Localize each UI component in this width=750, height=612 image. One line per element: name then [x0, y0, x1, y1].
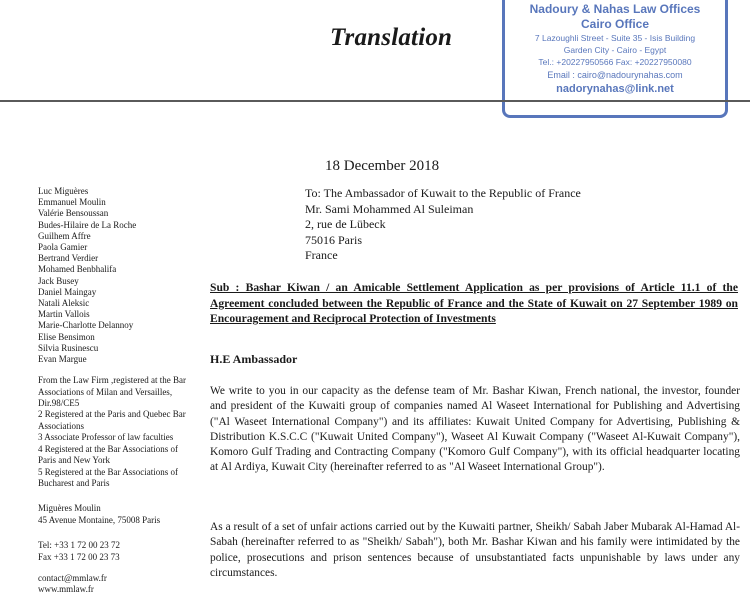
note-line: Associations [38, 420, 84, 431]
note-line: Paris and New York [38, 455, 110, 466]
address-country: France [305, 248, 338, 263]
firm-fax: Fax +33 1 72 00 23 73 [38, 551, 120, 562]
partner-list [38, 186, 208, 365]
letter-subject: Sub : Bashar Kiwan / an Amicable Settlement Application as per provisions of Article 11.1 of the Agreement concluded between the Republic of France and the State of Kuwait on 27 September 1989 on Encouragement and Reciprocal Protection of Investments [210, 281, 738, 325]
partner-name: Elise Bensimon [38, 331, 95, 342]
bar-registration-notes [38, 375, 208, 489]
stamp-office: Cairo Office [580, 17, 649, 31]
partner-name: Mohamed Benbhalifa [38, 264, 117, 275]
firm-name: Miguères Moulin [38, 503, 101, 514]
note-line: 2 Registered at the Paris and Quebec Bar [38, 409, 186, 420]
partner-name: Luc Miguères [38, 186, 89, 196]
stamp-phone: Tel.: +20227950566 Fax: +20227950080 [538, 57, 692, 67]
partner-name: Evan Margue [38, 354, 87, 365]
partner-name: Jack Busey [38, 275, 79, 286]
firm-street: 45 Avenue Montaine, 75008 Paris [38, 514, 161, 525]
firm-phone-block [38, 540, 208, 563]
firm-office-address [38, 503, 208, 526]
stamp-email: Email : cairo@nadourynahas.com [547, 70, 683, 80]
note-line: From the Law Firm ,registered at the Bar [38, 375, 186, 386]
address-street: 2, rue de Lübeck [305, 217, 386, 232]
partner-name: Marie-Charlotte Delannoy [38, 320, 134, 331]
stamp-address-1: 7 Lazoughli Street - Suite 35 - Isis Building [534, 33, 696, 43]
partner-name: Budes-Hilaire de La Roche [38, 219, 137, 230]
note-line: 5 Registered at the Bar Associations of [38, 466, 178, 477]
salutation: H.E Ambassador [210, 352, 298, 366]
stamp-address-2: Garden City - Cairo - Egypt [563, 45, 667, 55]
firm-tel: Tel: +33 1 72 00 23 72 [38, 540, 120, 551]
partner-name: Silvia Rusinescu [38, 342, 99, 353]
firm-website: www.mmlaw.fr [38, 584, 94, 595]
note-line: Bucharest and Paris [38, 477, 110, 488]
body-paragraph-1: We write to you in our capacity as the defense team of Mr. Bashar Kiwan, French national, the investor, founder and president of the Kuwaiti group of companies named Al Waseet International for Publishing and Advertising ("Al Waseet International Company") and its affiliates: Kuwait United Company for Advertising, Publishing & Distribution K.S.C.C ("Kuwait United Company"), Waseet Al Kuwait Company ("Waseet Al-Kuwait Company"), Komoro Gulf Trading and Contracting Company ("Komoro Gulf Company"), with its official headquarter locating at Al Ardiya, Kuwait City (hereinafter referred to as "Al Waseet International Group"). [210, 385, 740, 474]
partner-name: Martin Vallois [38, 309, 90, 320]
partner-name: Daniel Maingay [38, 286, 97, 297]
address-name: Mr. Sami Mohammed Al Suleiman [305, 201, 474, 216]
recipient-address [305, 186, 581, 264]
firm-email: contact@mmlaw.fr [38, 572, 107, 583]
address-city: 75016 Paris [305, 232, 362, 247]
partner-name: Emmanuel Moulin [38, 197, 106, 208]
partner-name: Guilhem Affre [38, 230, 91, 241]
note-line: Associations of Milan and Versailles, [38, 386, 173, 397]
note-line: 4 Registered at the Bar Associations of [38, 443, 178, 454]
partner-name: Paola Gamier [38, 242, 88, 253]
partner-name: Natali Aleksic [38, 298, 90, 309]
partner-name: Valérie Bensoussan [38, 208, 109, 219]
header-divider [0, 100, 750, 102]
stamp-web: nadorynahas@link.net [556, 83, 674, 95]
body-paragraph-2: As a result of a set of unfair actions carried out by the Kuwaiti partner, Sheikh/ Sabah Jaber Mubarak Al-Hamad Al-Sabah (hereinafter referred to as "Sheikh/ Sabah"), both Mr. Bashar Kiwan and his family were intimidated by the police, prosecutions and prison sentences because of unsubstantiated facts unpunishable by laws under any circumstances. [210, 521, 740, 579]
note-line: Dir.98/CE5 [38, 398, 80, 409]
address-to: To: The Ambassador of Kuwait to the Republic of France [305, 186, 581, 200]
letterhead-sidebar [38, 186, 208, 596]
note-line: 3 Associate Professor of law faculties [38, 432, 174, 443]
firm-contact-block [38, 573, 208, 596]
document-heading: Translation [330, 24, 453, 51]
partner-name: Bertrand Verdier [38, 253, 99, 264]
letter-date: 18 December 2018 [325, 158, 440, 174]
stamp-firm: Nadoury & Nahas Law Offices [529, 2, 701, 16]
